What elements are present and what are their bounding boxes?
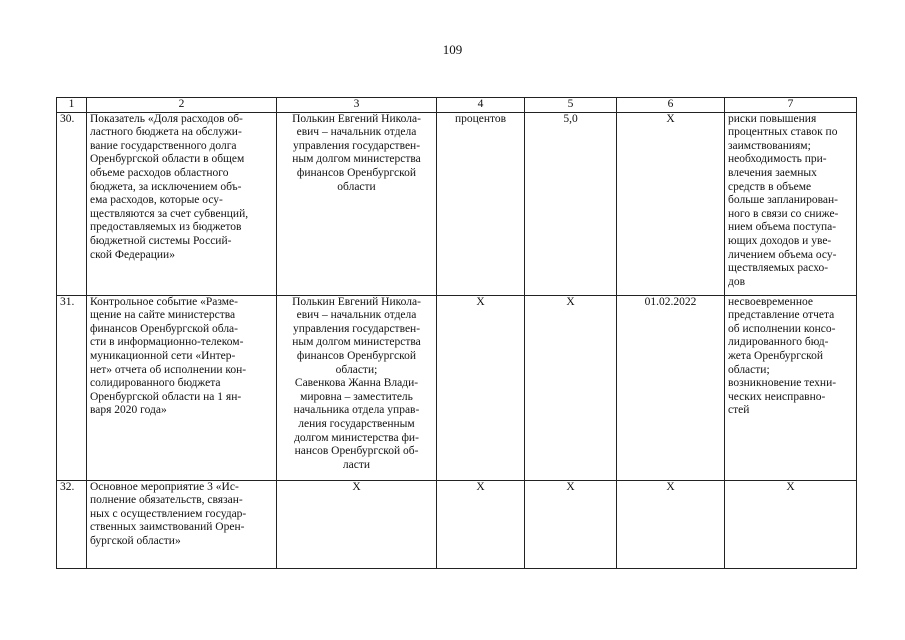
risks-cell: X <box>725 480 857 568</box>
responsible-person: Полькин Евгений Никола- евич – начальник отдела управления государствен- ным долгом министерства финансов Оренбургской области <box>277 112 437 295</box>
unit-cell: процентов <box>437 112 525 295</box>
value-cell: X <box>525 295 617 480</box>
plan-table <box>56 97 857 569</box>
item-name: Контрольное событие «Разме- щение на сайте министерства финансов Оренбургской обла- сти в информационно-телеком- муникационной сети «Интер- нет» отчета об исполнении кон- солидированного бюджета Оренбургской области на 1 ян- варя 2020 года» <box>87 295 277 480</box>
unit-cell: X <box>437 480 525 568</box>
risks-cell: риски повышения процентных ставок по заимствованиям; необходимость при- влечения заемных средств в объеме больше запланирован- ного в связи со сниже- нием объема поступа- ющих доходов и уве- личением объема осу- ществляемых расхо- дов <box>725 112 857 295</box>
unit-cell: X <box>437 295 525 480</box>
row-number: 32. <box>57 480 87 568</box>
value-cell: 5,0 <box>525 112 617 295</box>
risks-cell: несвоевременное представление отчета об исполнении консо- лидированного бюд- жета Оренбургской области; возникновение техни- ческих неисправно- стей <box>725 295 857 480</box>
item-name: Показатель «Доля расходов об- ластного бюджета на обслужи- вание государственного долга Оренбургской области в общем объеме расходов областного бюджета, за исключением объ- ема расходов, которые осу- ществляются за счет субвенций, предоставляемых из бюджетов бюджетной системы Россий- ской Федерации» <box>87 112 277 295</box>
column-header: 7 <box>725 98 857 113</box>
responsible-person: Полькин Евгений Никола- евич – начальник отдела управления государствен- ным долгом министерства финансов Оренбургской области; Савенкова Жанна Влади- мировна – заместитель начальника отдела управ- ления государственным долгом министерства фи- нансов Оренбургской об- ласти <box>277 295 437 480</box>
column-header: 5 <box>525 98 617 113</box>
table-row <box>57 480 857 568</box>
table-row <box>57 112 857 295</box>
table-row <box>57 295 857 480</box>
row-number: 30. <box>57 112 87 295</box>
column-header: 3 <box>277 98 437 113</box>
value-cell: X <box>525 480 617 568</box>
date-cell: 01.02.2022 <box>617 295 725 480</box>
column-header: 1 <box>57 98 87 113</box>
column-header: 6 <box>617 98 725 113</box>
page-number: 109 <box>442 42 463 57</box>
date-cell: X <box>617 112 725 295</box>
responsible-person: X <box>277 480 437 568</box>
item-name: Основное мероприятие 3 «Ис- полнение обязательств, связан- ных с осуществлением государ- ственных заимствований Орен- бургской области» <box>87 480 277 568</box>
date-cell: X <box>617 480 725 568</box>
column-number-row <box>57 98 857 113</box>
column-header: 4 <box>437 98 525 113</box>
column-header: 2 <box>87 98 277 113</box>
row-number: 31. <box>57 295 87 480</box>
